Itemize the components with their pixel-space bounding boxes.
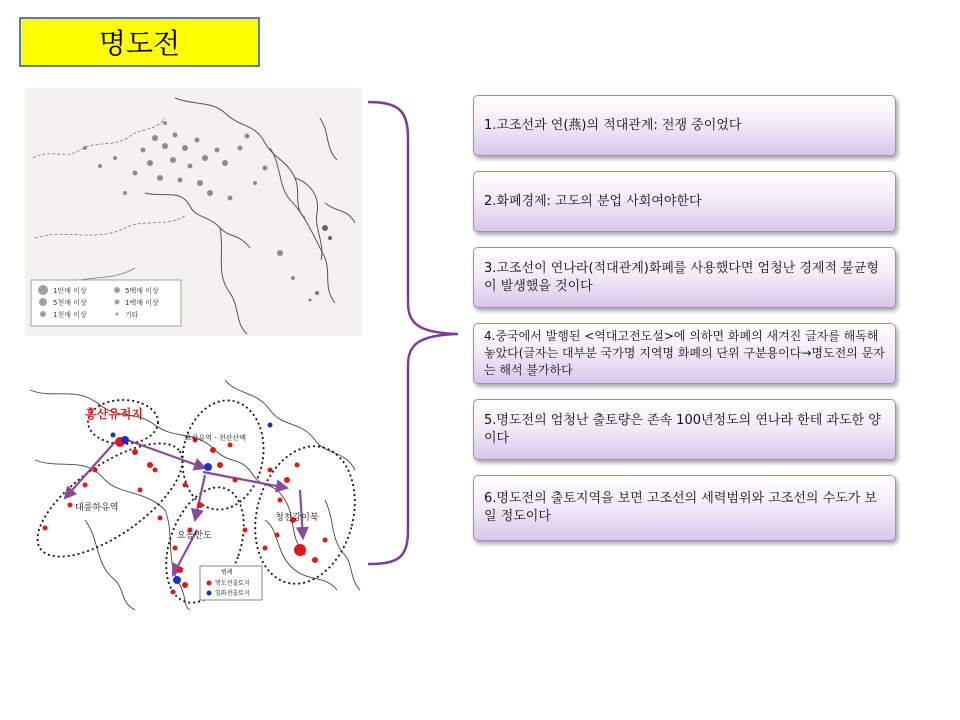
legend-red: 명도전출토지 [215,580,250,587]
point-1-text: 1.고조선과 연(燕)의 적대관계: 전쟁 중이었다 [484,117,742,133]
legend-1: 1만매 이상 [53,287,87,295]
excavation-region-map [25,370,362,610]
coin-distribution-map [25,88,362,336]
point-3-text: 3.고조선이 연나라(적대관계)화폐를 사용했다면 엄청난 경제적 불균형이 발생했을 것이다 [484,260,879,294]
point-5-box [473,399,896,460]
legend-title: 범례 [221,569,233,576]
legend-6: 기타 [125,311,139,319]
label-region2: 대릉하유역 [75,503,119,513]
map-top-drawing [25,88,362,336]
grouping-brace [360,98,460,568]
legend-2: 5천매 이상 [53,299,87,307]
label-region1: 요하유역 - 천산산맥 [185,434,247,442]
slide-title: 명도전 [19,17,260,67]
point-2-box [473,171,896,232]
map-bottom-drawing [25,370,362,610]
legend-4: 5백매 이상 [125,287,159,295]
label-region4: 청천강이북 [275,513,319,523]
label-site: 홍산유적지 [85,407,143,421]
label-region3: 요동반도 [177,531,212,541]
point-2-text: 2.화폐경제: 고도의 분업 사회여야한다 [484,193,702,209]
point-3-box [473,247,896,308]
legend-blue: 일화전출토지 [215,590,250,597]
point-4-box [473,323,896,384]
point-5-text: 5.명도전의 엄청난 출토량은 존속 100년정도의 연나라 한테 과도한 양이다 [484,412,881,446]
point-6-box [473,475,896,541]
legend-5: 1백매 이상 [125,299,159,307]
point-4-text: 4.중국에서 발행된 <역대고전도설>에 의하면 화폐의 새겨진 글자를 해독해 놓았다(글자는 대부분 국가명 지역명 화폐의 단위 구분용이다→명도전의 문자는 해석 불가하다 [484,329,885,377]
point-1-box [473,95,896,156]
point-6-text: 6.명도전의 출토지역을 보면 고조선의 세력범위와 고조선의 수도가 보일 정도이다 [484,491,877,524]
legend-3: 1천매 이상 [53,311,87,319]
